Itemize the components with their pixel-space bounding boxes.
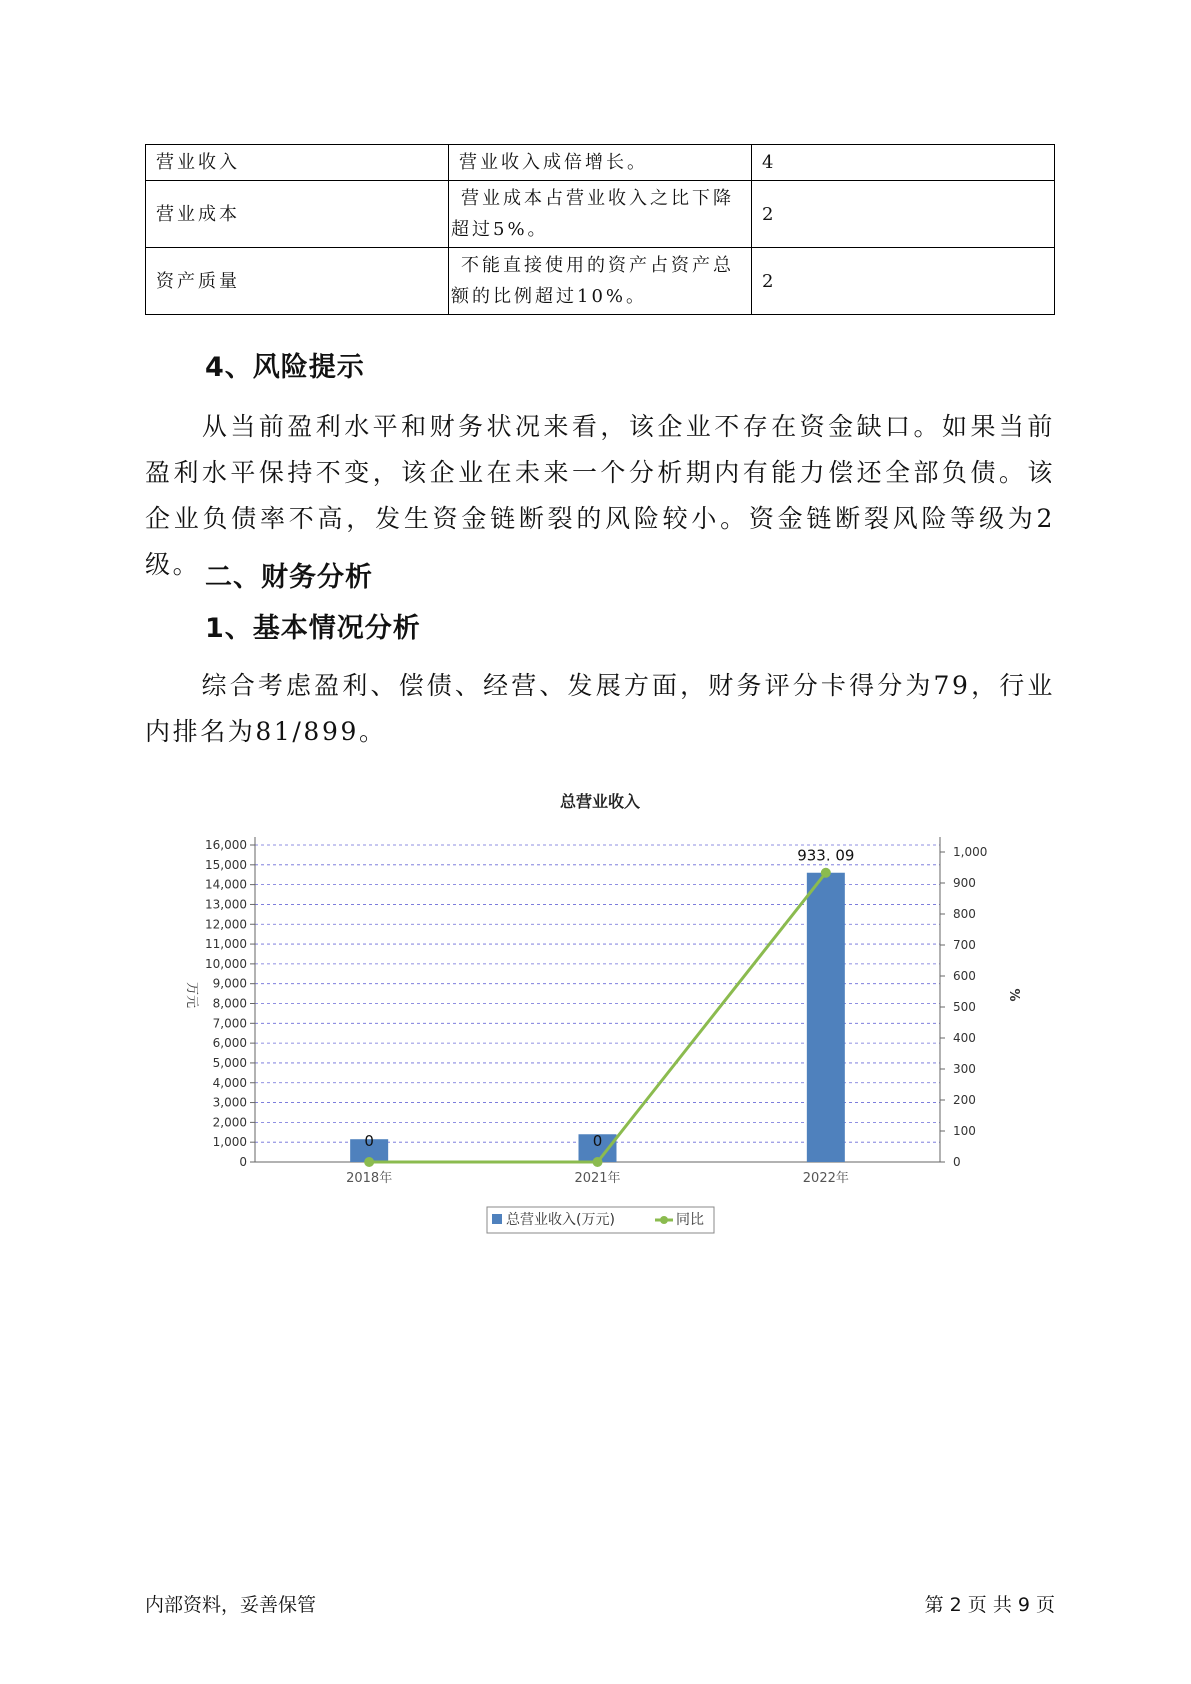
table-cell-item: 营业收入 [146,145,449,181]
yoy-point [821,868,831,878]
risk-text: 从当前盈利水平和财务状况来看，该企业不存在资金缺口。如果当前盈利水平保持不变，该企业在未来一个分析期内有能力偿还全部负债。该企业负债率不高，发生资金链断裂的风险较小。资金链断裂风险等级为2级。 [145,412,1055,579]
y-axis-label: 万元 [184,981,199,1009]
y-tick-label: 16,000 [205,838,247,852]
y-tick-label: 0 [239,1155,247,1169]
y2-tick-label: 300 [953,1062,976,1076]
y2-tick-label: 700 [953,938,976,952]
legend-item-revenue: 总营业收入(万元) [506,1212,615,1228]
y-tick-label: 8,000 [212,996,247,1011]
data-label: 0 [592,1132,603,1150]
y2-tick-label: 200 [953,1093,976,1107]
y2-tick-label: 0 [953,1155,961,1169]
data-label: 0 [364,1132,374,1150]
y-tick-label: 9,000 [212,976,247,991]
y-tick-label: 1,000 [212,1135,247,1150]
subsection-heading: 1、基本情况分析 [205,613,421,644]
table-cell-desc: 不能直接使用的资产占资产总额的比例超过10%。 [449,248,752,315]
table-cell-item: 营业成本 [146,181,449,248]
table-cell-item: 资产质量 [146,248,449,315]
y2-tick-label: 900 [953,876,976,890]
chart-legend [487,1207,714,1233]
y2-tick-label: 800 [953,907,976,921]
x-tick-label: 2022年 [802,1171,849,1186]
chart-title: 总营业收入 [559,792,641,811]
data-label: 933. 09 [797,846,855,865]
y2-tick-label: 400 [953,1031,976,1045]
y2-tick-label: 600 [953,969,976,983]
chart-bars [350,873,845,1162]
table-cell-score: 2 [752,181,1055,248]
legend-swatch-line [660,1216,668,1224]
y-tick-label: 2,000 [212,1115,247,1130]
y-tick-label: 12,000 [205,917,247,932]
table-cell-desc: 营业成本占营业收入之比下降超过5%。 [449,181,752,248]
y2-tick-label: 500 [953,1000,976,1014]
yoy-point [364,1157,374,1167]
risk-heading: 4、风险提示 [205,352,365,383]
table-cell-score: 2 [752,248,1055,315]
legend-swatch-bar [492,1214,502,1224]
y-tick-label: 13,000 [205,897,247,912]
y-tick-label: 3,000 [212,1095,247,1110]
y2-axis-label: % [1006,988,1021,1002]
table-cell-desc: 营业收入成倍增长。 [449,145,752,181]
yoy-point [593,1157,603,1167]
x-tick-label: 2018年 [346,1171,393,1186]
footer-note: 内部资料，妥善保管 [145,1594,317,1616]
legend-item-yoy: 同比 [676,1212,704,1228]
y-tick-label: 14,000 [205,877,247,892]
y-tick-label: 11,000 [205,937,247,952]
chart-labels [364,847,854,1150]
y-tick-label: 7,000 [212,1016,247,1031]
y-tick-label: 6,000 [212,1036,247,1051]
page-number: 第 2 页 共 9 页 [924,1594,1055,1616]
x-tick-label: 2021年 [574,1171,621,1186]
y2-tick-label: 100 [953,1124,976,1138]
section-heading: 二、财务分析 [205,562,373,593]
y-tick-label: 15,000 [205,857,247,872]
score-text: 综合考虑盈利、偿债、经营、发展方面，财务评分卡得分为79，行业内排名为81/899。 [145,671,1055,746]
y2-tick-label: 1,000 [953,845,988,859]
table-cell-score: 4 [752,145,1055,181]
yoy-line [369,873,826,1162]
y-tick-label: 4,000 [212,1075,247,1090]
y-tick-label: 5,000 [212,1055,247,1070]
y-tick-label: 10,000 [205,956,247,971]
bar [807,873,845,1162]
